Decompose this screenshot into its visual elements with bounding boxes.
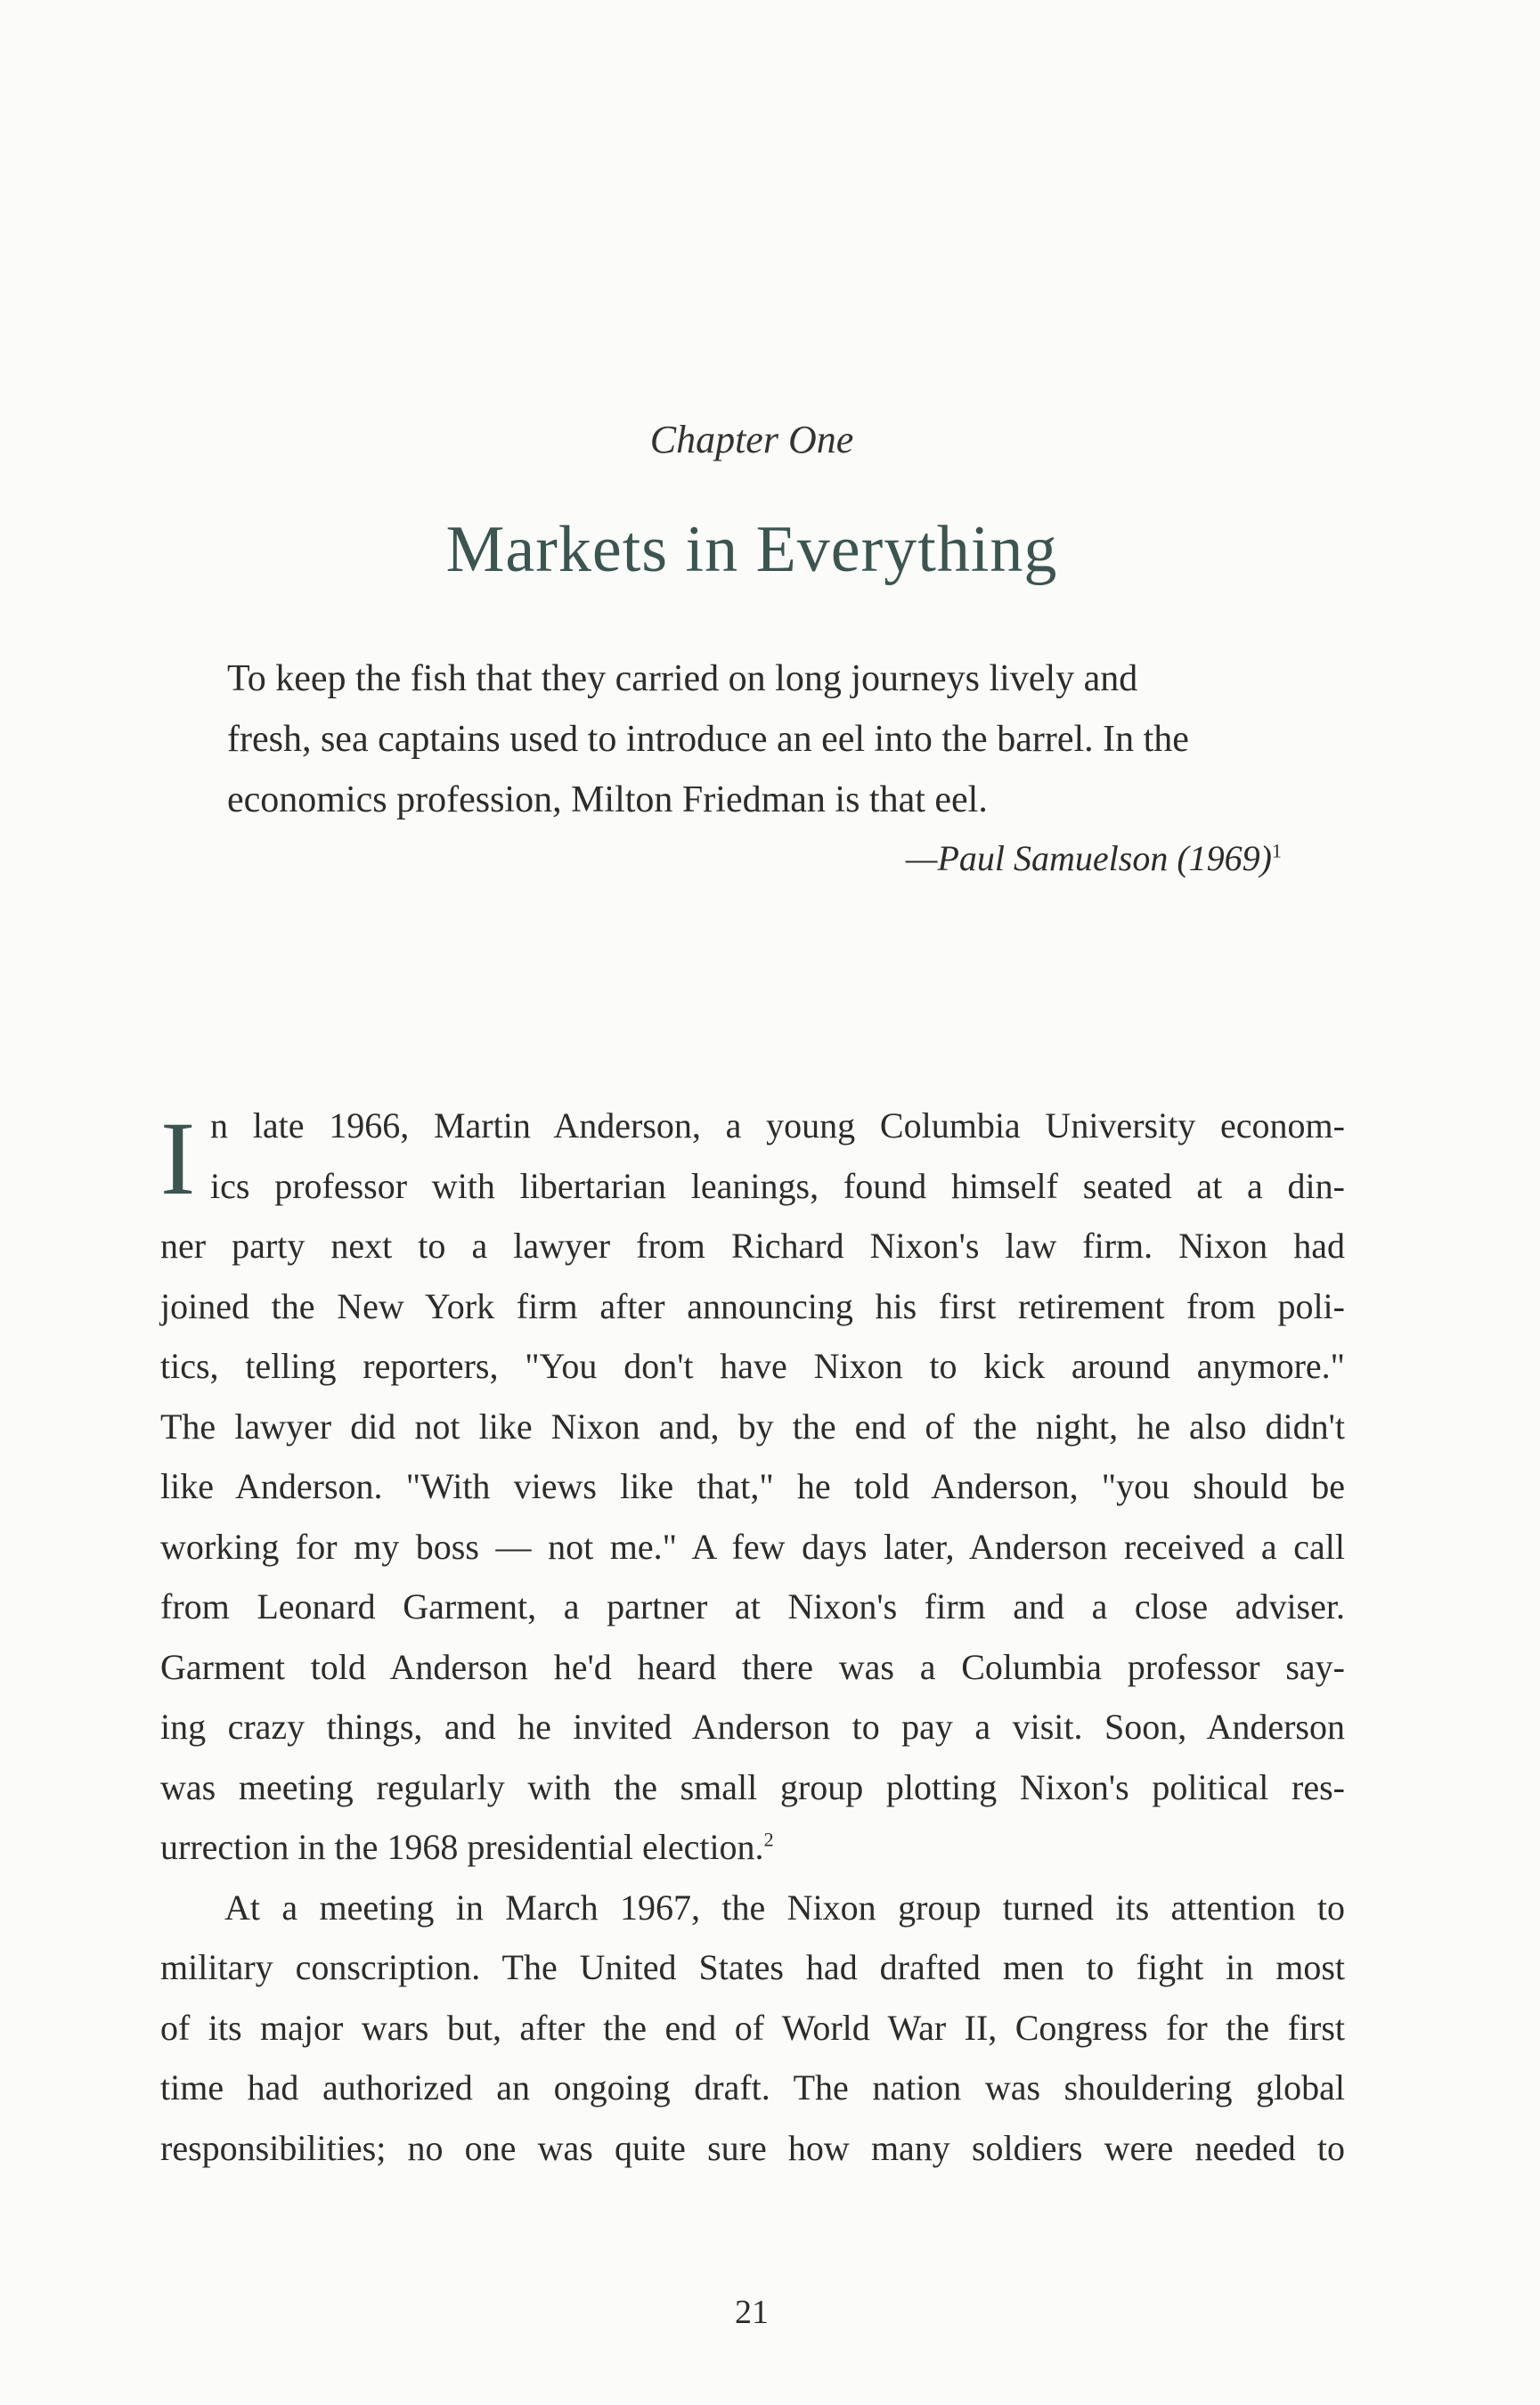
text-line: working for my boss — not me." A few days later, Anderson received a call xyxy=(160,1526,1345,1567)
chapter-title: Markets in Everything xyxy=(445,513,1058,586)
text-line: ics professor with libertarian leanings, found himself seated at a din- xyxy=(210,1165,1345,1206)
footnote-ref: 1 xyxy=(1272,839,1282,862)
text-line: At a meeting in March 1967, the Nixon group turned its attention to xyxy=(224,1887,1345,1928)
text-line: of its major wars but, after the end of World War II, Congress for the first xyxy=(160,2007,1345,2048)
body-text xyxy=(160,1096,1345,2178)
text-line: was meeting regularly with the small group plotting Nixon's political res- xyxy=(160,1766,1345,1807)
page-number: 21 xyxy=(735,2294,769,2331)
second-paragraph xyxy=(160,1878,1345,2179)
text-line: Garment told Anderson he'd heard there was a Columbia professor say- xyxy=(160,1646,1345,1687)
first-paragraph xyxy=(160,1096,1345,1878)
text-line: n late 1966, Martin Anderson, a young Columbia University econom- xyxy=(210,1105,1345,1145)
text-line: ing crazy things, and he invited Anderson to pay a visit. Soon, Anderson xyxy=(160,1707,1345,1747)
drop-cap: I xyxy=(160,1100,196,1217)
text-line: The lawyer did not like Nixon and, by the end of the night, he also didn't xyxy=(160,1406,1345,1447)
text-line: time had authorized an ongoing draft. The nation was shouldering global xyxy=(160,2067,1345,2107)
text-line: military conscription. The United States had drafted men to fight in most xyxy=(160,1947,1345,1987)
footnote-ref: 2 xyxy=(763,1828,774,1851)
epigraph-line: To keep the fish that they carried on long journeys lively and xyxy=(227,658,1138,699)
text-line: joined the New York firm after announcing his first retirement from poli- xyxy=(160,1285,1345,1326)
text-line: like Anderson. "With views like that," he told Anderson, "you should be xyxy=(160,1466,1345,1506)
text-line: responsibilities; no one was quite sure how many soldiers were needed to xyxy=(160,2127,1345,2168)
epigraph-line: fresh, sea captains used to introduce an eel into the barrel. In the xyxy=(227,719,1189,760)
epigraph-attribution-text: —Paul Samuelson (1969) xyxy=(905,838,1272,878)
text-line-content: urrection in the 1968 presidential election. xyxy=(160,1827,764,1867)
text-line xyxy=(160,1817,1345,1878)
epigraph xyxy=(227,648,1296,830)
text-line: from Leonard Garment, a partner at Nixon's firm and a close adviser. xyxy=(160,1586,1345,1626)
chapter-label: Chapter One xyxy=(649,418,854,461)
text-line: tics, telling reporters, "You don't have Nixon to kick around anymore." xyxy=(160,1346,1345,1386)
epigraph-line: economics profession, Milton Friedman is that eel. xyxy=(227,779,988,820)
epigraph-attribution xyxy=(906,837,1282,879)
text-line: ner party next to a lawyer from Richard Nixon's law firm. Nixon had xyxy=(160,1226,1345,1266)
